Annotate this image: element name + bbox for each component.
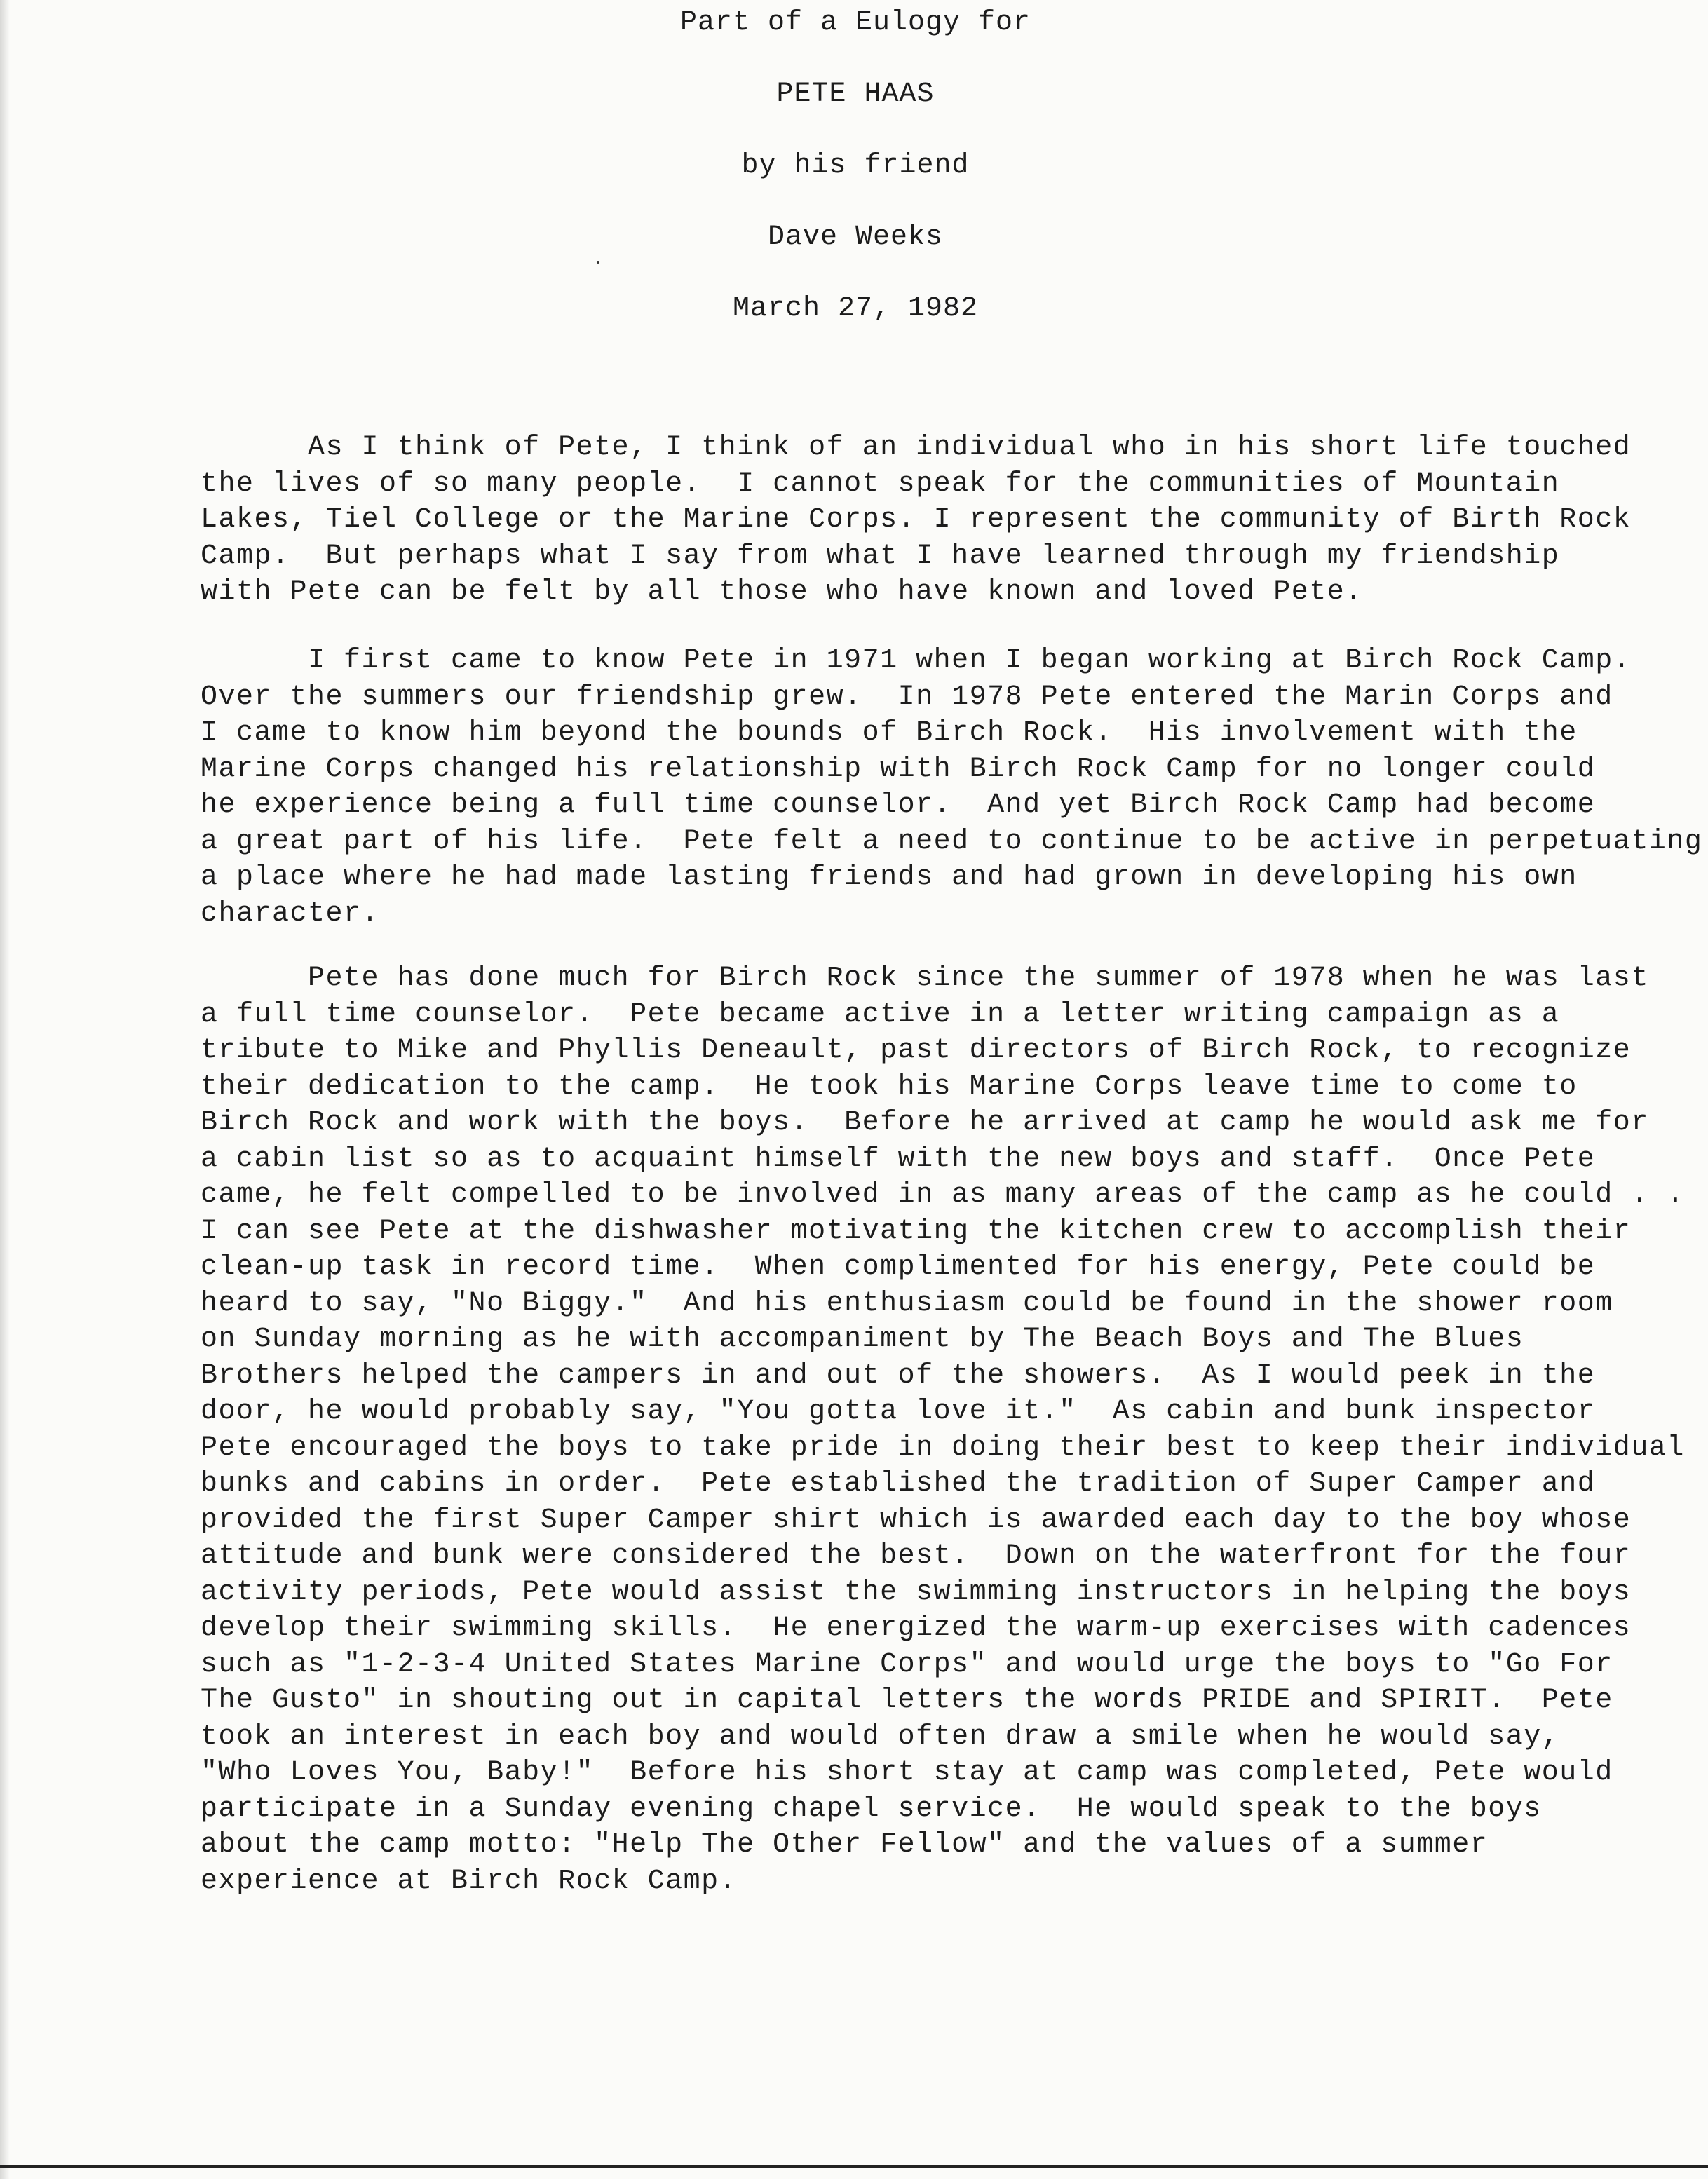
text-line: heard to say, "No Biggy." And his enthusiasm could be found in the shower room [201, 1287, 1613, 1319]
text-line: I can see Pete at the dishwasher motivating the kitchen crew to accomplish their [201, 1215, 1632, 1247]
text-line: attitude and bunk were considered the best. Down on the waterfront for the four [201, 1540, 1632, 1572]
text-line: he experience being a full time counselor. And yet Birch Rock Camp had become [201, 789, 1596, 821]
text-line: Pete encouraged the boys to take pride in doing their best to keep their individual [201, 1432, 1685, 1464]
text-line: Over the summers our friendship grew. In 1978 Pete entered the Marin Corps and [201, 681, 1613, 713]
text-line: experience at Birch Rock Camp. [201, 1865, 738, 1897]
text-line: activity periods, Pete would assist the swimming instructors in helping the boys [201, 1576, 1632, 1608]
text-line: a great part of his life. Pete felt a need to continue to be active in perpetuating [201, 825, 1703, 857]
text-line: character. [201, 897, 380, 930]
subject-name: PETE HAAS [776, 79, 935, 110]
text-line: participate in a Sunday evening chapel service. He would speak to the boys [201, 1793, 1542, 1825]
text-line: Camp. But perhaps what I say from what I have learned through my friendship [201, 540, 1560, 572]
text-line: develop their swimming skills. He energized the warm-up exercises with cadences [201, 1613, 1632, 1644]
paper-speck [597, 261, 599, 264]
text-line: As I think of Pete, I think of an individual who in his short life touched [201, 432, 1632, 463]
paragraph-3 [201, 960, 1708, 1899]
document-title: Part of a Eulogy for [679, 7, 1031, 39]
text-line: a place where he had made lasting friends and had grown in developing his own [201, 862, 1578, 893]
text-line: about the camp motto: "Help The Other Fellow" and the values of a summer [201, 1829, 1489, 1861]
text-line: The Gusto" in shouting out in capital letters the words PRIDE and SPIRIT. Pete [201, 1685, 1613, 1716]
text-line: Pete has done much for Birch Rock since the summer of 1978 when he was last [201, 963, 1649, 994]
text-line: Marine Corps changed his relationship with Birch Rock Camp for no longer could [201, 753, 1596, 785]
text-line: Birch Rock and work with the boys. Before he arrived at camp he would ask me for [201, 1107, 1649, 1139]
text-line: Lakes, Tiel College or the Marine Corps. I represent the community of Birth Rock [201, 504, 1632, 536]
text-line: came, he felt compelled to be involved in as many areas of the camp as he could . . [201, 1179, 1685, 1211]
paragraph-2 [201, 643, 1708, 932]
text-line: on Sunday morning as he with accompaniment by The Beach Boys and The Blues [201, 1324, 1524, 1355]
text-line: Brothers helped the campers in and out of the showers. As I would peek in the [201, 1359, 1596, 1392]
text-line: I first came to know Pete in 1971 when I began working at Birch Rock Camp. [201, 645, 1632, 677]
paragraph-1 [201, 430, 1708, 611]
text-line: bunks and cabins in order. Pete established the tradition of Super Camper and [201, 1468, 1596, 1500]
bottom-edge-line [0, 2165, 1708, 2168]
text-line: such as "1-2-3-4 United States Marine Corps" and would urge the boys to "Go For [201, 1648, 1613, 1681]
byline: by his friend [741, 150, 970, 182]
text-line: their dedication to the camp. He took his Marine Corps leave time to come to [201, 1071, 1578, 1103]
text-line: clean-up task in record time. When complimented for his energy, Pete could be [201, 1251, 1596, 1283]
text-line: I came to know him beyond the bounds of Birch Rock. His involvement with the [201, 717, 1578, 749]
text-line: a cabin list so as to acquaint himself with the new boys and staff. Once Pete [201, 1143, 1596, 1175]
author-name: Dave Weeks [767, 222, 944, 253]
text-line: took an interest in each boy and would often draw a smile when he would say, [201, 1720, 1560, 1753]
text-line: provided the first Super Camper shirt which is awarded each day to the boy whose [201, 1504, 1632, 1536]
text-line: the lives of so many people. I cannot speak for the communities of Mountain [201, 468, 1560, 500]
document-date: March 27, 1982 [732, 293, 979, 325]
text-line: door, he would probably say, "You gotta love it." As cabin and bunk inspector [201, 1396, 1596, 1427]
page-edge-shadow [0, 0, 10, 2179]
text-line: with Pete can be felt by all those who have known and loved Pete. [201, 576, 1363, 608]
text-line: a full time counselor. Pete became active in a letter writing campaign as a [201, 998, 1560, 1031]
text-line: "Who Loves You, Baby!" Before his short stay at camp was completed, Pete would [201, 1757, 1613, 1788]
text-line: tribute to Mike and Phyllis Deneault, past directors of Birch Rock, to recognize [201, 1035, 1632, 1066]
